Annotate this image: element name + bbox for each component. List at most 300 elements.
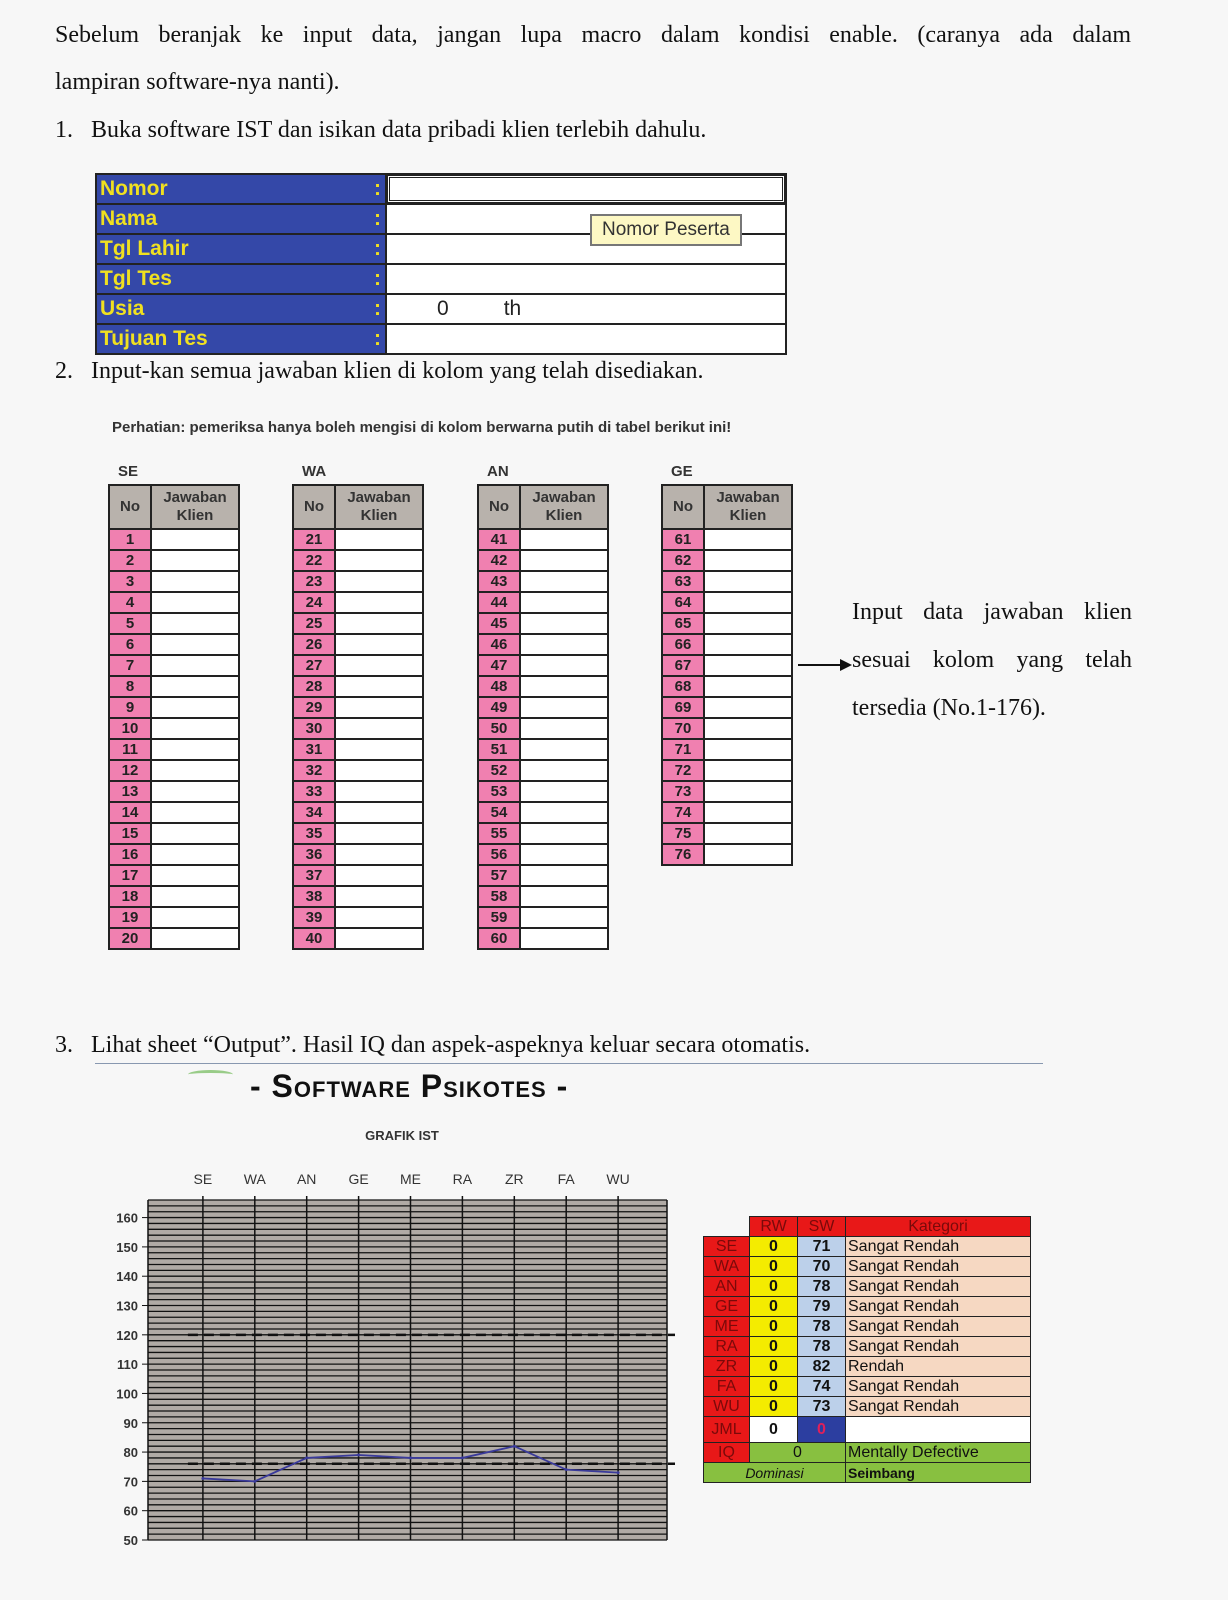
x-tick-label: WU xyxy=(606,1171,630,1187)
question-number: 6 xyxy=(109,634,151,655)
x-tick-label: AN xyxy=(296,1171,317,1187)
answer-input[interactable] xyxy=(704,760,792,781)
field-label xyxy=(96,294,386,324)
answer-input[interactable] xyxy=(704,802,792,823)
question-number: 25 xyxy=(293,613,335,634)
table-row xyxy=(109,676,239,697)
question-number: 43 xyxy=(478,571,520,592)
answer-input[interactable] xyxy=(335,844,423,865)
x-tick-label: GE xyxy=(348,1171,369,1187)
y-tick-label: 60 xyxy=(123,1503,138,1519)
table-row xyxy=(662,676,792,697)
question-number: 37 xyxy=(293,865,335,886)
answer-input[interactable] xyxy=(704,676,792,697)
table-row xyxy=(293,739,423,760)
question-number: 52 xyxy=(478,760,520,781)
table-row xyxy=(109,760,239,781)
answer-input[interactable] xyxy=(704,739,792,760)
table-row xyxy=(478,592,608,613)
table-row xyxy=(478,676,608,697)
table-row xyxy=(662,613,792,634)
rw-value: 0 xyxy=(750,1397,798,1417)
answer-input[interactable] xyxy=(151,907,239,928)
table-row xyxy=(293,928,423,949)
answer-input[interactable] xyxy=(335,634,423,655)
y-tick-label: 90 xyxy=(123,1415,138,1431)
table-row xyxy=(293,634,423,655)
notice-text: Perhatian: pemeriksa hanya boleh mengisi di kolom berwarna putih di tabel berikut ini! xyxy=(112,419,732,436)
answer-input[interactable] xyxy=(335,613,423,634)
table-row xyxy=(478,865,608,886)
table-row xyxy=(662,655,792,676)
table-row xyxy=(478,781,608,802)
group-label: SE xyxy=(118,463,139,480)
aspect-label: SE xyxy=(704,1237,750,1257)
question-number: 21 xyxy=(293,529,335,550)
answer-input[interactable] xyxy=(704,592,792,613)
sw-value: 78 xyxy=(798,1337,846,1357)
question-number: 16 xyxy=(109,844,151,865)
table-row xyxy=(478,697,608,718)
answer-input[interactable] xyxy=(151,823,239,844)
table-row xyxy=(662,592,792,613)
answer-input[interactable] xyxy=(335,760,423,781)
question-number: 8 xyxy=(109,676,151,697)
step-1 xyxy=(55,106,706,154)
dominasi-value: Seimbang xyxy=(846,1463,1031,1483)
rw-value: 0 xyxy=(750,1377,798,1397)
divider xyxy=(95,1063,1043,1064)
table-row xyxy=(109,529,239,550)
question-number: 18 xyxy=(109,886,151,907)
iq-label: IQ xyxy=(704,1443,750,1463)
answer-input[interactable] xyxy=(704,613,792,634)
answer-input[interactable] xyxy=(151,760,239,781)
answer-input[interactable] xyxy=(520,823,608,844)
aspect-label: GE xyxy=(704,1297,750,1317)
y-tick-label: 150 xyxy=(116,1239,138,1255)
y-tick-label: 70 xyxy=(123,1474,138,1490)
kategori-value: Rendah xyxy=(846,1357,1031,1377)
answer-table-wa xyxy=(292,484,424,950)
field-input-usia[interactable] xyxy=(386,294,786,324)
kategori-value: Sangat Rendah xyxy=(846,1397,1031,1417)
field-label xyxy=(96,204,386,234)
col-no: No xyxy=(662,485,704,529)
table-row xyxy=(293,718,423,739)
answer-input[interactable] xyxy=(151,655,239,676)
question-number: 26 xyxy=(293,634,335,655)
table-row xyxy=(478,844,608,865)
answer-input[interactable] xyxy=(704,655,792,676)
answer-input[interactable] xyxy=(704,571,792,592)
table-row xyxy=(478,823,608,844)
step-text: Lihat sheet “Output”. Hasil IQ dan aspek-aspeknya keluar secara otomatis. xyxy=(91,1032,811,1058)
x-tick-label: SE xyxy=(193,1171,213,1187)
answer-table-an xyxy=(477,484,609,950)
question-number: 57 xyxy=(478,865,520,886)
table-row xyxy=(109,823,239,844)
table-row xyxy=(293,697,423,718)
x-tick-label: FA xyxy=(557,1171,575,1187)
answer-input[interactable] xyxy=(335,928,423,949)
header-cell: RW xyxy=(750,1217,798,1237)
question-number: 56 xyxy=(478,844,520,865)
table-row xyxy=(704,1277,1031,1297)
answer-input[interactable] xyxy=(704,697,792,718)
question-number: 10 xyxy=(109,718,151,739)
aspect-label: ZR xyxy=(704,1357,750,1377)
answer-input[interactable] xyxy=(151,529,239,550)
ist-chart xyxy=(100,1160,690,1560)
question-number: 35 xyxy=(293,823,335,844)
question-number: 29 xyxy=(293,697,335,718)
answer-input[interactable] xyxy=(335,739,423,760)
table-row xyxy=(662,844,792,865)
question-number: 66 xyxy=(662,634,704,655)
answer-input[interactable] xyxy=(335,550,423,571)
header-cell: SW xyxy=(798,1217,846,1237)
table-row xyxy=(662,634,792,655)
usia-unit: th xyxy=(503,297,522,320)
question-number: 22 xyxy=(293,550,335,571)
answer-input[interactable] xyxy=(335,781,423,802)
field-label xyxy=(96,264,386,294)
table-row xyxy=(662,781,792,802)
field-label-text: Tujuan Tes xyxy=(100,327,208,350)
group-label: GE xyxy=(671,463,693,480)
step-3 xyxy=(55,1021,810,1069)
answer-input[interactable] xyxy=(520,655,608,676)
answer-input[interactable] xyxy=(335,697,423,718)
logo-swoosh-icon xyxy=(188,1070,233,1079)
answer-input[interactable] xyxy=(704,781,792,802)
table-row xyxy=(109,718,239,739)
question-number: 32 xyxy=(293,760,335,781)
table-row xyxy=(293,781,423,802)
rw-value: 0 xyxy=(750,1357,798,1377)
question-number: 67 xyxy=(662,655,704,676)
answer-input[interactable] xyxy=(151,928,239,949)
kategori-value: Sangat Rendah xyxy=(846,1237,1031,1257)
iq-kategori: Mentally Defective xyxy=(846,1443,1031,1463)
question-number: 2 xyxy=(109,550,151,571)
group-label: WA xyxy=(302,463,327,480)
rw-value: 0 xyxy=(750,1317,798,1337)
answer-input[interactable] xyxy=(520,529,608,550)
answer-input[interactable] xyxy=(151,781,239,802)
answer-input[interactable] xyxy=(151,592,239,613)
field-input-nomor[interactable] xyxy=(386,174,786,204)
table-row xyxy=(478,571,608,592)
question-number: 65 xyxy=(662,613,704,634)
question-number: 42 xyxy=(478,550,520,571)
rw-value: 0 xyxy=(750,1257,798,1277)
answer-input[interactable] xyxy=(335,802,423,823)
answer-input[interactable] xyxy=(520,676,608,697)
answer-input[interactable] xyxy=(520,634,608,655)
y-tick-label: 110 xyxy=(117,1357,138,1373)
table-row xyxy=(662,550,792,571)
y-tick-label: 130 xyxy=(116,1298,138,1314)
question-number: 17 xyxy=(109,865,151,886)
jml-rw: 0 xyxy=(750,1417,798,1443)
step-2 xyxy=(55,347,704,395)
group-label: AN xyxy=(487,463,509,480)
table-row xyxy=(293,844,423,865)
sw-value: 79 xyxy=(798,1297,846,1317)
table-row xyxy=(662,802,792,823)
answer-input[interactable] xyxy=(520,802,608,823)
question-number: 48 xyxy=(478,676,520,697)
question-number: 59 xyxy=(478,907,520,928)
question-number: 11 xyxy=(109,739,151,760)
col-no: No xyxy=(293,485,335,529)
answer-input[interactable] xyxy=(151,697,239,718)
kategori-value: Sangat Rendah xyxy=(846,1317,1031,1337)
table-row xyxy=(293,802,423,823)
answer-input[interactable] xyxy=(151,886,239,907)
answer-input[interactable] xyxy=(335,823,423,844)
question-number: 51 xyxy=(478,739,520,760)
field-label-text: Usia xyxy=(100,297,145,320)
jml-sw: 0 xyxy=(798,1417,846,1443)
answer-input[interactable] xyxy=(151,571,239,592)
answer-input[interactable] xyxy=(151,634,239,655)
col-answer: Jawaban Klien xyxy=(520,485,608,529)
table-row xyxy=(293,907,423,928)
annotation-text: Input data jawaban klien sesuai kolom yang telah tersedia (No.1-176). xyxy=(852,599,1132,721)
answer-input[interactable] xyxy=(151,802,239,823)
table-row xyxy=(478,760,608,781)
table-row xyxy=(109,865,239,886)
question-number: 68 xyxy=(662,676,704,697)
table-row xyxy=(478,802,608,823)
empty-cell xyxy=(846,1417,1031,1443)
form-row xyxy=(96,174,786,204)
step-text: Buka software IST dan isikan data pribadi klien terlebih dahulu. xyxy=(91,117,707,143)
answer-input[interactable] xyxy=(704,844,792,865)
answer-input[interactable] xyxy=(520,844,608,865)
x-tick-label: ME xyxy=(400,1171,421,1187)
colon: : xyxy=(374,297,381,320)
col-answer: Jawaban Klien xyxy=(335,485,423,529)
answer-input[interactable] xyxy=(151,613,239,634)
data-point xyxy=(305,1456,308,1459)
header-cell: Kategori xyxy=(846,1217,1031,1237)
question-number: 13 xyxy=(109,781,151,802)
answer-input[interactable] xyxy=(520,886,608,907)
answer-input[interactable] xyxy=(151,676,239,697)
step-number: 1. xyxy=(55,117,73,143)
answer-input[interactable] xyxy=(704,823,792,844)
answer-input[interactable] xyxy=(520,907,608,928)
table-row xyxy=(662,823,792,844)
answer-input[interactable] xyxy=(520,781,608,802)
table-row xyxy=(704,1297,1031,1317)
answer-input[interactable] xyxy=(520,760,608,781)
question-number: 14 xyxy=(109,802,151,823)
table-row xyxy=(293,571,423,592)
table-row xyxy=(478,529,608,550)
question-number: 62 xyxy=(662,550,704,571)
table-row xyxy=(478,907,608,928)
question-number: 61 xyxy=(662,529,704,550)
question-number: 28 xyxy=(293,676,335,697)
question-number: 69 xyxy=(662,697,704,718)
x-tick-label: ZR xyxy=(504,1171,524,1187)
intro-line-2: lampiran software-nya nanti). xyxy=(55,69,340,95)
answer-input[interactable] xyxy=(335,676,423,697)
table-row xyxy=(704,1357,1031,1377)
table-row xyxy=(109,928,239,949)
question-number: 30 xyxy=(293,718,335,739)
table-row xyxy=(293,613,423,634)
colon: : xyxy=(374,267,381,290)
table-row xyxy=(109,739,239,760)
answer-input[interactable] xyxy=(520,592,608,613)
y-tick-label: 50 xyxy=(123,1533,138,1548)
col-answer: Jawaban Klien xyxy=(704,485,792,529)
col-answer: Jawaban Klien xyxy=(151,485,239,529)
answer-input[interactable] xyxy=(151,844,239,865)
answer-table-ge xyxy=(661,484,793,866)
chart-title: GRAFIK IST xyxy=(365,1128,439,1143)
answer-input[interactable] xyxy=(335,655,423,676)
usia-value: 0 xyxy=(437,297,449,320)
dominasi-label: Dominasi xyxy=(704,1463,846,1483)
sw-value: 78 xyxy=(798,1277,846,1297)
table-row xyxy=(704,1397,1031,1417)
data-point xyxy=(357,1454,360,1457)
answer-input[interactable] xyxy=(520,739,608,760)
table-row xyxy=(478,886,608,907)
corner xyxy=(704,1217,750,1237)
colon: : xyxy=(374,177,381,200)
question-number: 73 xyxy=(662,781,704,802)
col-no: No xyxy=(109,485,151,529)
table-row xyxy=(109,571,239,592)
iq-value: 0 xyxy=(750,1443,846,1463)
table-row xyxy=(704,1337,1031,1357)
answer-input[interactable] xyxy=(520,718,608,739)
answer-input[interactable] xyxy=(520,571,608,592)
answer-input[interactable] xyxy=(335,886,423,907)
answer-input[interactable] xyxy=(520,550,608,571)
colon: : xyxy=(374,237,381,260)
table-row xyxy=(109,781,239,802)
question-number: 49 xyxy=(478,697,520,718)
aspect-label: AN xyxy=(704,1277,750,1297)
field-label-text: Nama xyxy=(100,207,158,230)
question-number: 41 xyxy=(478,529,520,550)
question-number: 23 xyxy=(293,571,335,592)
question-number: 53 xyxy=(478,781,520,802)
y-tick-label: 140 xyxy=(116,1269,138,1285)
table-row xyxy=(293,655,423,676)
col-no: No xyxy=(478,485,520,529)
question-number: 58 xyxy=(478,886,520,907)
table-row xyxy=(704,1377,1031,1397)
question-number: 45 xyxy=(478,613,520,634)
question-number: 44 xyxy=(478,592,520,613)
y-tick-label: 120 xyxy=(116,1327,138,1343)
question-number: 50 xyxy=(478,718,520,739)
field-label-text: Nomor xyxy=(100,177,168,200)
question-number: 74 xyxy=(662,802,704,823)
data-point xyxy=(201,1477,204,1480)
field-label xyxy=(96,234,386,264)
data-point xyxy=(253,1480,256,1483)
question-number: 3 xyxy=(109,571,151,592)
table-row xyxy=(293,865,423,886)
answer-input[interactable] xyxy=(151,739,239,760)
step-number: 2. xyxy=(55,358,73,384)
table-row xyxy=(478,718,608,739)
y-tick-label: 160 xyxy=(116,1210,138,1226)
sw-value: 74 xyxy=(798,1377,846,1397)
question-number: 38 xyxy=(293,886,335,907)
question-number: 40 xyxy=(293,928,335,949)
answer-input[interactable] xyxy=(704,550,792,571)
table-row xyxy=(293,592,423,613)
answer-input[interactable] xyxy=(520,613,608,634)
answer-input[interactable] xyxy=(151,865,239,886)
question-number: 31 xyxy=(293,739,335,760)
table-row xyxy=(109,907,239,928)
table-row xyxy=(704,1257,1031,1277)
rw-value: 0 xyxy=(750,1297,798,1317)
aspect-label: WU xyxy=(704,1397,750,1417)
field-input-tgl-tes[interactable] xyxy=(386,264,786,294)
table-row xyxy=(293,823,423,844)
step-text: Input-kan semua jawaban klien di kolom yang telah disediakan. xyxy=(91,358,704,384)
form-row xyxy=(96,264,786,294)
answer-input[interactable] xyxy=(704,634,792,655)
answer-input[interactable] xyxy=(520,928,608,949)
answer-input[interactable] xyxy=(335,592,423,613)
tooltip: Nomor Peserta xyxy=(590,214,742,246)
sw-value: 73 xyxy=(798,1397,846,1417)
answer-input[interactable] xyxy=(704,718,792,739)
answer-input[interactable] xyxy=(151,550,239,571)
data-point xyxy=(513,1445,516,1448)
x-tick-label: WA xyxy=(243,1171,266,1187)
table-row xyxy=(293,529,423,550)
field-label-text: Tgl Lahir xyxy=(100,237,189,260)
question-number: 9 xyxy=(109,697,151,718)
table-row xyxy=(662,697,792,718)
table-row xyxy=(478,613,608,634)
question-number: 64 xyxy=(662,592,704,613)
answer-input[interactable] xyxy=(520,865,608,886)
table-row xyxy=(293,886,423,907)
answer-input[interactable] xyxy=(335,907,423,928)
sw-value: 78 xyxy=(798,1317,846,1337)
answer-input[interactable] xyxy=(335,529,423,550)
answer-input[interactable] xyxy=(335,571,423,592)
answer-input[interactable] xyxy=(520,697,608,718)
kategori-value: Sangat Rendah xyxy=(846,1377,1031,1397)
table-row xyxy=(662,529,792,550)
answer-input[interactable] xyxy=(335,718,423,739)
field-label xyxy=(96,174,386,204)
question-number: 60 xyxy=(478,928,520,949)
answer-input[interactable] xyxy=(704,529,792,550)
answer-input[interactable] xyxy=(335,865,423,886)
table-row xyxy=(109,613,239,634)
answer-input[interactable] xyxy=(151,718,239,739)
